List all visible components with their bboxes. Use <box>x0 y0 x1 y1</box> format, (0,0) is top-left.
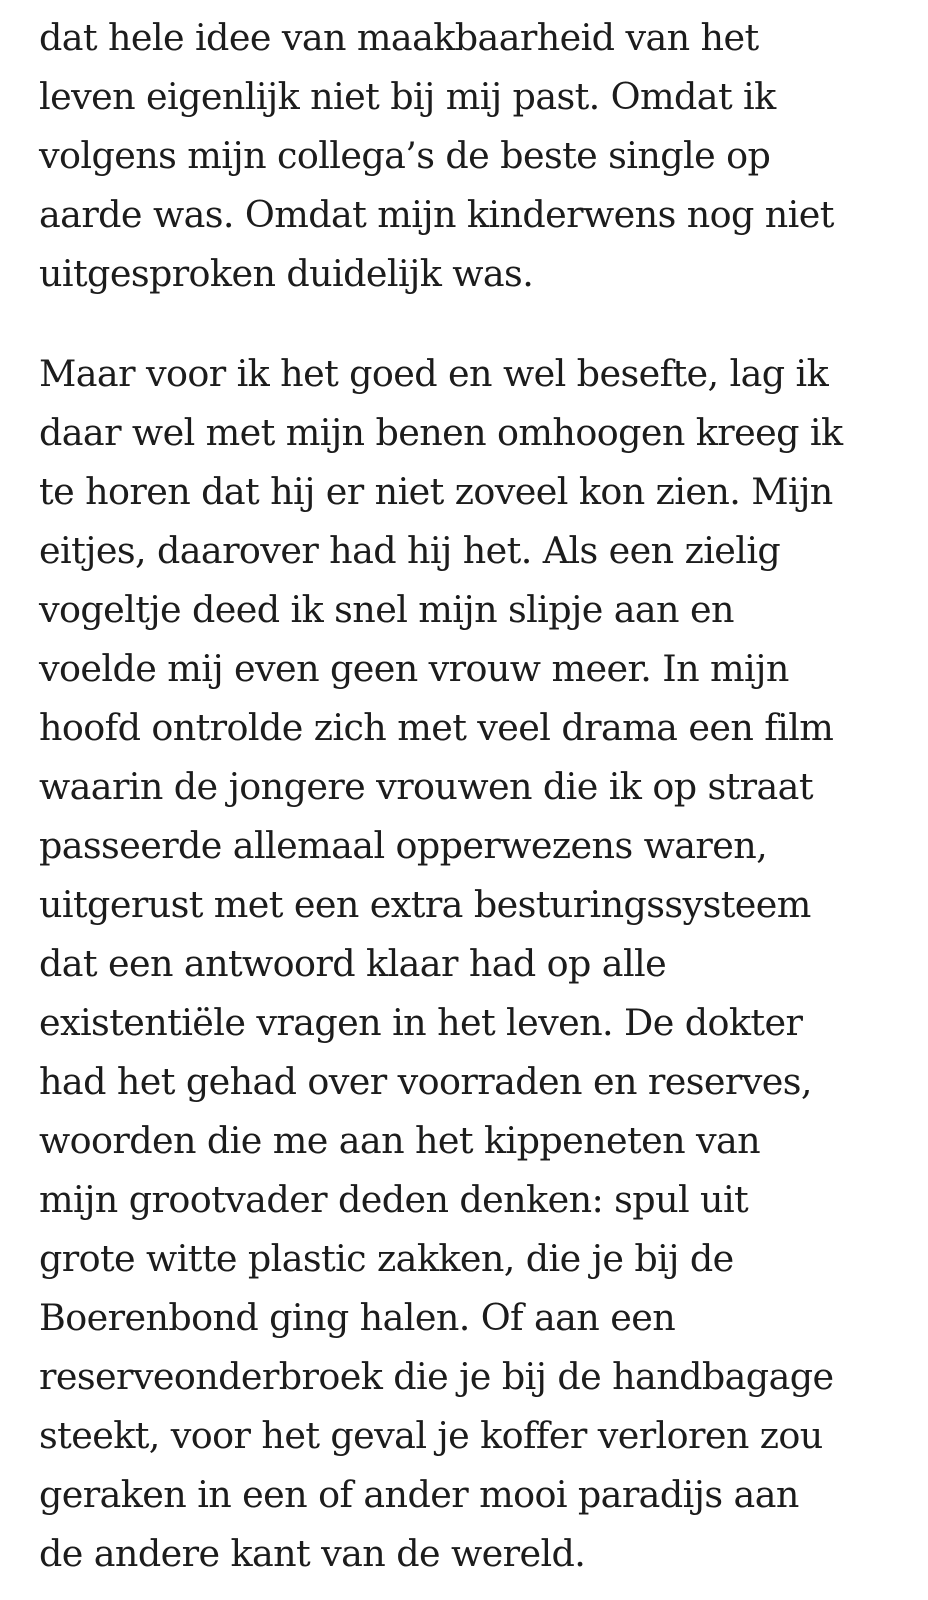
text-line: voelde mij even geen vrouw meer. In mijn <box>39 647 789 690</box>
text-line: steekt, voor het geval je koffer verloren zou <box>39 1414 823 1457</box>
text-line: woorden die me aan het kippeneten van <box>39 1119 761 1162</box>
paragraph-2 <box>39 344 842 1583</box>
text-line: waarin de jongere vrouwen die ik op straat <box>39 765 813 808</box>
text-line: Boerenbond ging halen. Of aan een <box>39 1296 676 1339</box>
paragraph-1 <box>39 8 834 303</box>
text-line: volgens mijn collega’s de beste single op <box>39 134 771 177</box>
text-line: vogeltje deed ik snel mijn slipje aan en <box>39 588 734 631</box>
text-line: uitgerust met een extra besturingssysteem <box>39 883 811 926</box>
text-line: hoofd ontrolde zich met veel drama een film <box>39 706 834 749</box>
text-line: grote witte plastic zakken, die je bij de <box>39 1237 734 1280</box>
text-line: dat een antwoord klaar had op alle <box>39 942 667 985</box>
text-line: dat hele idee van maakbaarheid van het <box>39 16 759 59</box>
text-line: geraken in een of ander mooi paradijs aan <box>39 1473 799 1516</box>
text-line: daar wel met mijn benen omhoogen kreeg ik <box>39 411 843 454</box>
text-line: mijn grootvader deden denken: spul uit <box>39 1178 749 1221</box>
text-line: te horen dat hij er niet zoveel kon zien. Mijn <box>39 470 833 513</box>
text-line: leven eigenlijk niet bij mij past. Omdat ik <box>39 75 776 118</box>
text-line: had het gehad over voorraden en reserves, <box>39 1060 812 1103</box>
text-line: existentiële vragen in het leven. De dokter <box>39 1001 803 1044</box>
text-line: eitjes, daarover had hij het. Als een zielig <box>39 529 781 572</box>
text-line: passeerde allemaal opperwezens waren, <box>39 824 768 867</box>
text-line: reserveonderbroek die je bij de handbagage <box>39 1355 834 1398</box>
text-line: uitgesproken duidelijk was. <box>39 252 534 295</box>
text-line: aarde was. Omdat mijn kinderwens nog niet <box>39 193 834 236</box>
text-line: de andere kant van de wereld. <box>39 1532 586 1575</box>
text-line: Maar voor ik het goed en wel besefte, lag ik <box>39 352 829 395</box>
